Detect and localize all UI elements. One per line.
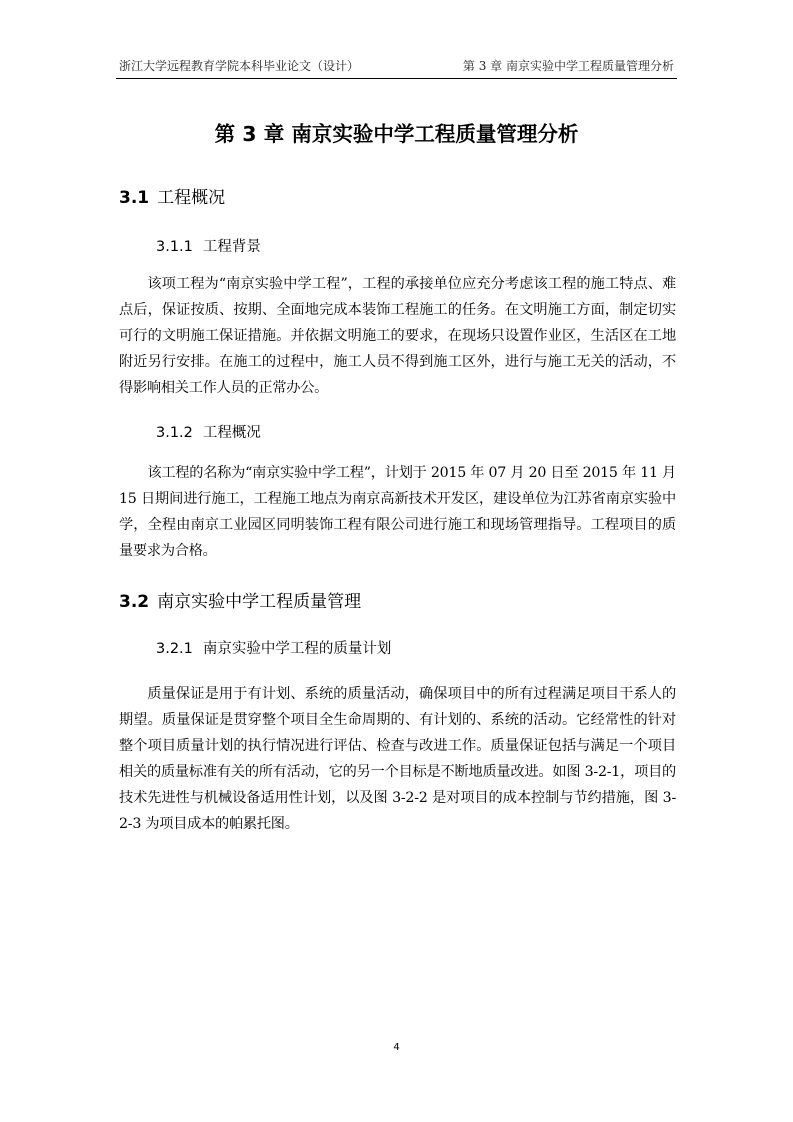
section-title: 南京实验中学工程质量管理	[157, 592, 362, 612]
header-chapter-title: 第 3 章 南京实验中学工程质量管理分析	[462, 59, 674, 73]
section-heading-3-2	[119, 590, 361, 614]
subsection-title: 工程概况	[202, 425, 261, 441]
section-number: 3.2	[119, 592, 150, 612]
paragraph-project-background: 该项工程为“南京实验中学工程”，工程的承接单位应充分考虑该工程的施工特点、难点后，保证按质、按期、全面地完成本装饰工程施工的任务。在文明施工方面，制定切实可行的文明施工保证措施。并依据文明施工的要求，在现场只设置作业区，生活区在工地附近另行安排。在施工的过程中，施工人员不得到施工区外，进行与施工无关的活动，不得影响相关工作人员的正常办公。	[119, 276, 676, 396]
subsection-heading-3-2-1	[156, 638, 391, 660]
subsection-number: 3.1.2	[156, 425, 193, 441]
chapter-title: 第 3 章 南京实验中学工程质量管理分析	[214, 122, 579, 146]
page-number: 4	[393, 1042, 400, 1053]
section-number: 3.1	[119, 188, 150, 208]
header-thesis-title: 浙江大学远程教育学院本科毕业论文（设计）	[119, 59, 360, 73]
subsection-number: 3.1.1	[156, 239, 193, 255]
section-heading-3-1	[119, 186, 225, 210]
page-header	[119, 56, 674, 76]
section-title: 工程概况	[157, 188, 226, 208]
paragraph-project-overview: 该工程的名称为“南京实验中学工程”，计划于 2015 年 07 月 20 日至 2015 年 11 月 15 日期间进行施工，工程施工地点为南京高新技术开发区，建设单位为江苏省南京实验中学，全程由南京工业园区同明装饰工程有限公司进行施工和现场管理指导。工程项目的质量要求为合格。	[119, 465, 676, 559]
subsection-title: 工程背景	[202, 239, 261, 255]
subsection-heading-3-1-1	[156, 236, 261, 258]
subsection-number: 3.2.1	[156, 641, 193, 657]
header-divider	[116, 78, 677, 79]
subsection-title: 南京实验中学工程的质量计划	[202, 641, 392, 657]
subsection-heading-3-1-2	[156, 422, 261, 444]
paragraph-quality-plan: 质量保证是用于有计划、系统的质量活动，确保项目中的所有过程满足项目干系人的期望。质量保证是贯穿整个项目全生命周期的、有计划的、系统的活动。它经常性的针对整个项目质量计划的执行情况进行评估、检查与改进工作。质量保证包括与满足一个项目相关的质量标准有关的所有活动，它的另一个目标是不断地质量改进。如图 3-2-1，项目的技术先进性与机械设备适用性计划，以及图 3-2-2 是对项目的成本控制与节约措施，图 3-2-3 为项目成本的帕累托图。	[119, 686, 676, 832]
